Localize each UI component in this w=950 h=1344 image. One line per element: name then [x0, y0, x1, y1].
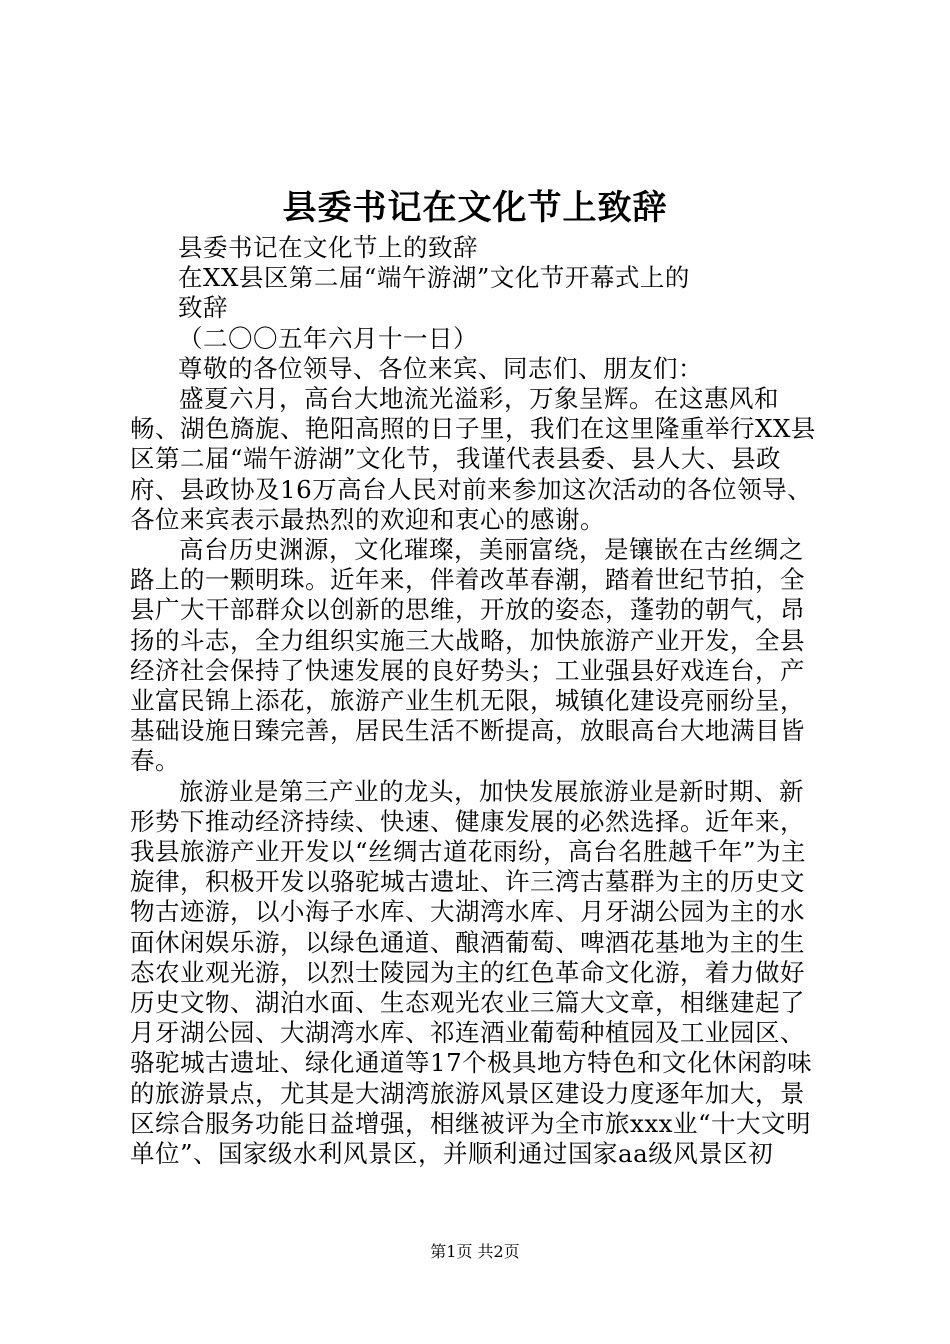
- date-line: （二〇〇五年六月十一日）: [178, 323, 478, 353]
- paragraph-3: 旅游业是第三产业的龙头，加快发展旅游业是新时期、新形势下推动经济持续、快速、健康发展的必然选择。近年来，我县旅游产业开发以“丝绸古道花雨纷，高台名胜越千年”为主旋律，积极开发以骆驼城古遗址、许三湾古墓群为主的历史文物古迹游，以小海子水库、大湖湾水库、月牙湖公园为主的水面休闲娱乐游，以绿色通道、酿酒葡萄、啤酒花基地为主的生态农业观光游，以烈士陵园为主的红色革命文化游，着力做好历史文物、湖泊水面、生态观光农业三篇大文章，相继建起了月牙湖公园、大湖湾水库、祁连酒业葡萄种植园及工业园区、骆驼城古遗址、绿化通道等17个极具地方特色和文化休闲韵味的旅游景点，尤其是大湖湾旅游风景区建设力度逐年加大，景区综合服务功能日益增强，相继被评为全市旅xxx业“十大文明单位”、国家级水利风景区，并顺利通过国家aa级风景区初: [130, 776, 813, 1169]
- document-title: 县委书记在文化节上致辞: [282, 188, 668, 228]
- document-body: [130, 233, 826, 1169]
- salutation: 尊敬的各位领导、各位来宾、同志们、朋友们：: [178, 353, 703, 383]
- page-number-footer: 第1页 共2页: [430, 1242, 520, 1261]
- subtitle-line: 县委书记在文化节上的致辞: [178, 233, 478, 262]
- paragraph-1: 盛夏六月，高台大地流光溢彩，万象呈辉。在这惠风和畅、湖色旖旎、艳阳高照的日子里，我们在这里隆重举行XX县区第二届“端午游湖”文化节，我谨代表县委、县人大、县政府、县政协及16万高台人民对前来参加这次活动的各位领导、各位来宾表示最热烈的欢迎和衷心的感谢。: [130, 384, 816, 534]
- paragraph-2: 高台历史渊源，文化璀璨，美丽富绕，是镶嵌在古丝绸之路上的一颗明珠。近年来，伴着改革春潮，踏着世纪节拍，全县广大干部群众以创新的思维，开放的姿态，蓬勃的朝气，昂扬的斗志，全力组织实施三大战略，加快旅游产业开发，全县经济社会保持了快速发展的良好势头；工业强县好戏连台，产业富民锦上添花，旅游产业生机无限，城镇化建设亮丽纷呈，基础设施日臻完善，居民生活不断提高，放眼高台大地满目皆春。: [130, 535, 805, 776]
- event-line: 在XX县区第二届“端午游湖”文化节开幕式上的: [178, 263, 690, 293]
- event-line-continued: 致辞: [178, 293, 228, 323]
